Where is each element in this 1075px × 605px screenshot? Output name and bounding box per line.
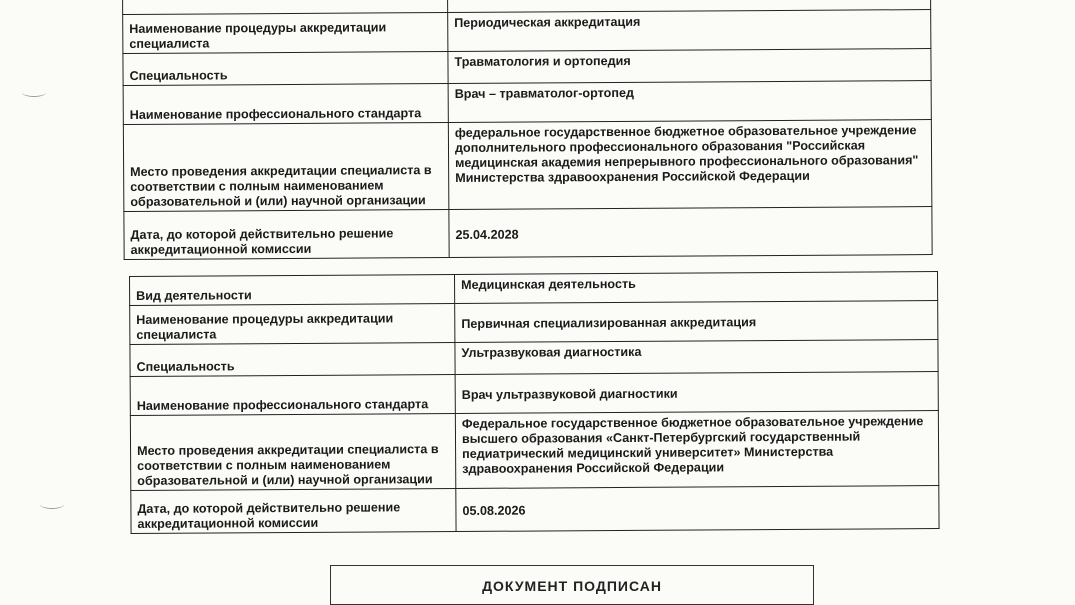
row-value: Врач – травматолог-ортопед (448, 81, 931, 123)
row-value: Медицинская деятельность (454, 272, 937, 304)
row-value: 25.04.2028 (449, 207, 932, 258)
row-label: Наименование процедуры аккредитации специалиста (130, 304, 455, 345)
table-row (123, 10, 931, 54)
table-row (130, 411, 938, 491)
accreditation-table-periodic (122, 0, 933, 260)
table-row (123, 49, 931, 86)
row-value: Периодическая аккредитация (448, 10, 931, 52)
row-label: Наименование профессионального стандарта (130, 375, 455, 416)
row-label: Вид деятельности (130, 275, 455, 306)
row-label: Дата, до которой действительно решение аккредитационной комиссии (124, 210, 449, 260)
row-label: Наименование профессионального стандарта (123, 84, 448, 125)
row-value: Врач ультразвуковой диагностики (455, 372, 938, 414)
scan-hole-mark (22, 88, 46, 97)
table-row (123, 81, 931, 125)
signature-stamp: ДОКУМЕНТ ПОДПИСАН (330, 565, 814, 605)
row-value: федеральное государственное бюджетное образовательное учреждение дополнительного профессионального образования "Российская медицинская академия непрерывного профессионального образования" Министерства здравоохранения Российской Федерации (448, 120, 932, 210)
row-value: Федеральное государственное бюджетное образовательное учреждение высшего образования «Санкт-Петербургский государственный педиатрический медицинский университет» Министерства здравоохранения Российской Федерации (455, 411, 938, 489)
row-value: Ультразвуковая диагностика (455, 340, 938, 375)
row-value: 05.08.2026 (456, 486, 939, 532)
table-row (130, 372, 938, 416)
row-value: Первичная специализированная аккредитация (455, 301, 938, 343)
row-label: Наименование процедуры аккредитации специалиста (123, 13, 448, 54)
table-row (130, 301, 938, 345)
row-label: Специальность (130, 343, 455, 377)
table-row (124, 207, 932, 260)
table-row (123, 120, 932, 212)
accreditation-table-specialized (129, 271, 940, 534)
row-label: Специальность (123, 52, 448, 86)
table-row (131, 486, 939, 534)
row-value: Травматология и ортопедия (448, 49, 931, 84)
row-label: Место проведения аккредитации специалиста в соответствии с полным наименованием образовательной и (или) научной организации (123, 123, 449, 212)
table-row (130, 340, 938, 377)
row-label: Дата, до которой действительно решение аккредитационной комиссии (131, 489, 456, 534)
scan-hole-mark (40, 500, 64, 509)
row-label: Место проведения аккредитации специалиста в соответствии с полным наименованием образовательной и (или) научной организации (130, 414, 455, 491)
